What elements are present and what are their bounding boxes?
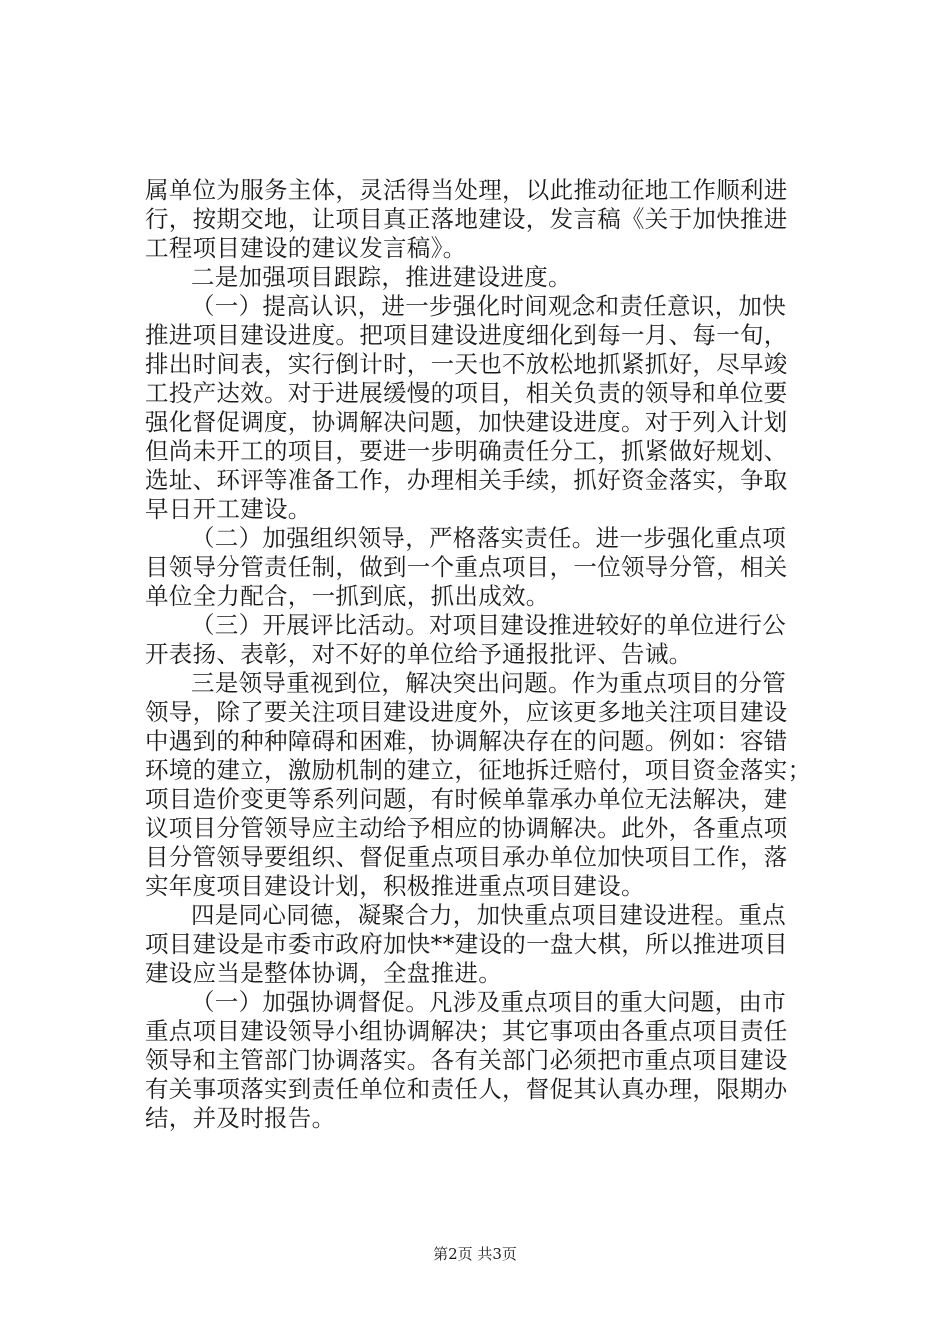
text-line: （二）加强组织领导，严格落实责任。进一步强化重点项	[191, 524, 786, 552]
document-body	[145, 176, 835, 1133]
text-line: 领导，除了要关注项目建设进度外，应该更多地关注项目建设	[145, 698, 788, 726]
text-line: 建设应当是整体协调，全盘推进。	[145, 959, 502, 987]
page-number-text: 第2页 共3页	[433, 1245, 517, 1263]
text-line: 工投产达效。对于进展缓慢的项目，相关负责的领导和单位要	[145, 379, 788, 407]
page-footer	[0, 1243, 950, 1264]
text-line: 单位全力配合，一抓到底，抓出成效。	[145, 582, 550, 610]
text-line: 实年度项目建设计划，积极推进重点项目建设。	[145, 872, 645, 900]
text-line: 早日开工建设。	[145, 495, 312, 523]
text-line: 选址、环评等准备工作，办理相关手续，抓好资金落实，争取	[145, 466, 788, 494]
text-line: 属单位为服务主体，灵活得当处理，以此推动征地工作顺利进	[145, 176, 788, 204]
text-line: 四是同心同德，凝聚合力，加快重点项目建设进程。重点	[191, 901, 786, 929]
text-line: 二是加强项目跟踪，推进建设进度。	[191, 263, 572, 291]
text-line: 重点项目建设领导小组协调解决；其它事项由各重点项目责任	[145, 1017, 788, 1045]
text-line: 工程项目建设的建议发言稿》。	[145, 234, 467, 262]
text-line: 开表扬、表彰，对不好的单位给予通报批评、告诫。	[145, 640, 693, 668]
text-line: 议项目分管领导应主动给予相应的协调解决。此外，各重点项	[145, 814, 788, 842]
text-line: 项目建设是市委市政府加快**建设的一盘大棋，所以推进项目	[145, 930, 788, 958]
text-line: （一）提高认识，进一步强化时间观念和责任意识，加快	[191, 292, 786, 320]
text-line: 但尚未开工的项目，要进一步明确责任分工，抓紧做好规划、	[145, 437, 788, 465]
text-line: 三是领导重视到位，解决突出问题。作为重点项目的分管	[191, 669, 786, 697]
text-line: 中遇到的种种障碍和困难，协调解决存在的问题。例如：容错	[145, 727, 788, 755]
text-line: 有关事项落实到责任单位和责任人，督促其认真办理，限期办	[145, 1075, 788, 1103]
text-line: 目领导分管责任制，做到一个重点项目，一位领导分管，相关	[145, 553, 788, 581]
text-line: 排出时间表，实行倒计时，一天也不放松地抓紧抓好，尽早竣	[145, 350, 788, 378]
text-line: （一）加强协调督促。凡涉及重点项目的重大问题，由市	[191, 988, 786, 1016]
text-line: 领导和主管部门协调落实。各有关部门必须把市重点项目建设	[145, 1046, 788, 1074]
text-line: 推进项目建设进度。把项目建设进度细化到每一月、每一旬，	[145, 321, 788, 349]
text-line: 项目造价变更等系列问题，有时候单靠承办单位无法解决，建	[145, 785, 788, 813]
text-line: （三）开展评比活动。对项目建设推进较好的单位进行公	[191, 611, 786, 639]
text-line: 环境的建立，激励机制的建立，征地拆迁赔付，项目资金落实；	[145, 756, 812, 784]
text-line: 结，并及时报告。	[145, 1104, 336, 1132]
text-line: 强化督促调度，协调解决问题，加快建设进度。对于列入计划	[145, 408, 788, 436]
text-line: 行，按期交地，让项目真正落地建设，发言稿《关于加快推进	[145, 205, 788, 233]
text-line: 目分管领导要组织、督促重点项目承办单位加快项目工作，落	[145, 843, 788, 871]
